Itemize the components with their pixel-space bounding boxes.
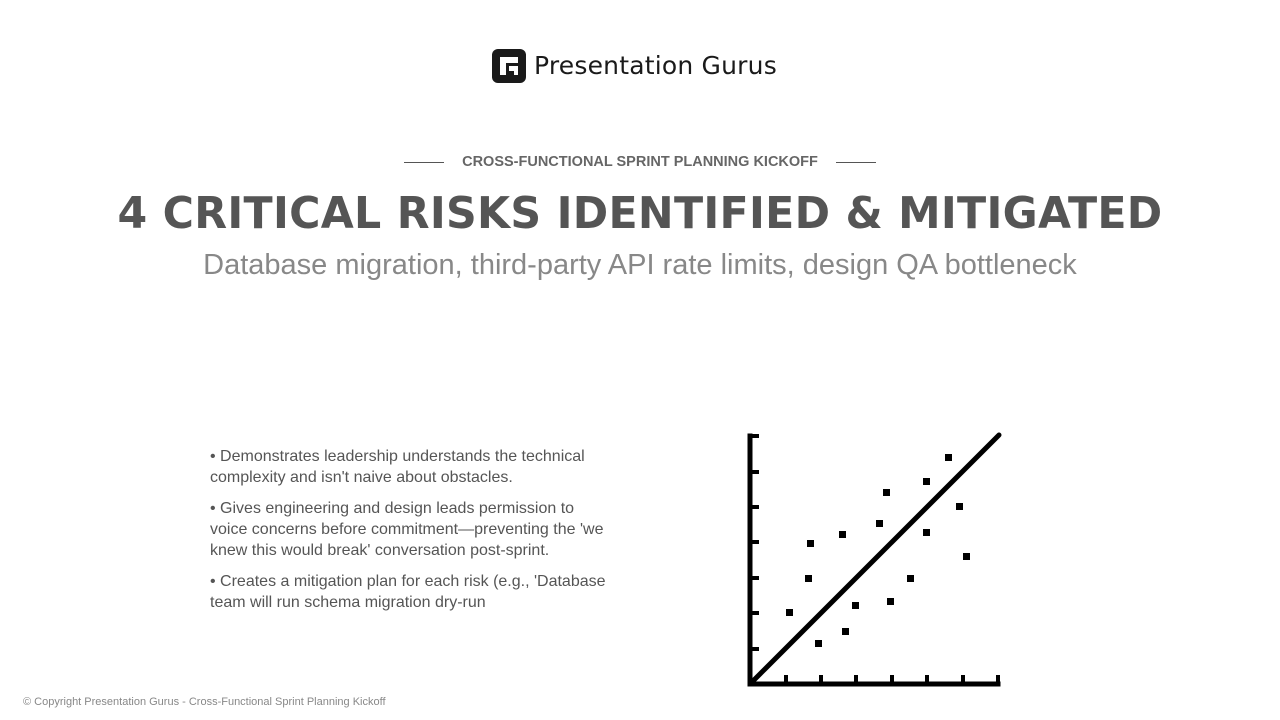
bullet-list [210, 446, 610, 658]
kicker-divider-left [404, 162, 444, 163]
bullet-item: • Demonstrates leadership understands the technical complexity and isn't naive about obstacles. [210, 448, 585, 486]
scatter-plot-trend-icon [744, 430, 1006, 692]
slide-kicker: CROSS-FUNCTIONAL SPRINT PLANNING KICKOFF [462, 154, 818, 170]
slide-subtitle: Database migration, third-party API rate limits, design QA bottleneck [203, 249, 1077, 281]
kicker-divider-right [836, 162, 876, 163]
copyright-footer: © Copyright Presentation Gurus - Cross-Functional Sprint Planning Kickoff [23, 696, 386, 708]
brand-name: Presentation Gurus [534, 51, 777, 80]
trend-line [750, 435, 999, 684]
bullet-item: • Creates a mitigation plan for each risk (e.g., 'Database team will run schema migration dry-run [210, 573, 606, 611]
bullet-item: • Gives engineering and design leads permission to voice concerns before commitment—preventing the 'we knew this would break' conversation post-sprint. [210, 500, 604, 559]
kicker-row [0, 152, 1280, 172]
presentation-gurus-logo-icon [492, 49, 526, 83]
brand-logo [492, 48, 777, 84]
slide-title: 4 CRITICAL RISKS IDENTIFIED & MITIGATED [117, 188, 1163, 239]
